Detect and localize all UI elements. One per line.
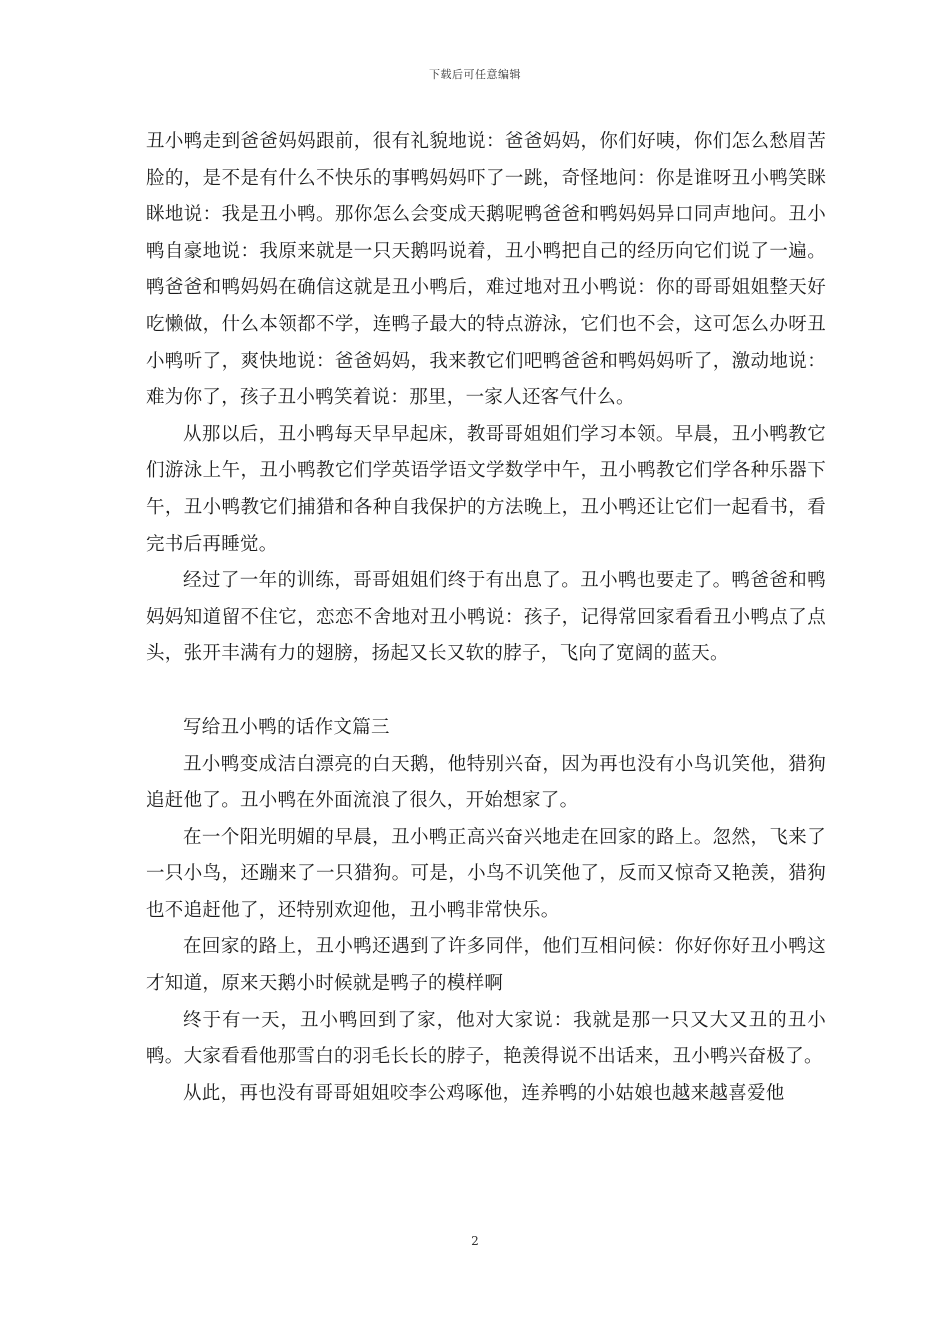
paragraph: 经过了一年的训练，哥哥姐姐们终于有出息了。丑小鸭也要走了。鸭爸爸和鸭妈妈知道留不住它，恋恋不舍地对丑小鸭说：孩子，记得常回家看看丑小鸭点了点头，张开丰满有力的翅膀，扬起又长又软的脖子，飞向了宽阔的蓝天。 — [146, 570, 826, 665]
paragraph: 丑小鸭变成洁白漂亮的白天鹅，他特别兴奋，因为再也没有小鸟讥笑他，猎狗追赶他了。丑小鸭在外面流浪了很久，开始想家了。 — [146, 753, 826, 812]
paragraph: 丑小鸭走到爸爸妈妈跟前，很有礼貌地说：爸爸妈妈，你们好咦，你们怎么愁眉苦脸的，是不是有什么不快乐的事鸭妈妈吓了一跳，奇怪地问：你是谁呀丑小鸭笑眯眯地说：我是丑小鸭。那你怎么会变成天鹅呢鸭爸爸和鸭妈妈异口同声地问。丑小鸭自豪地说：我原来就是一只天鹅吗说着，丑小鸭把自己的经历向它们说了一遍。鸭爸爸和鸭妈妈在确信这就是丑小鸭后，难过地对丑小鸭说：你的哥哥姐姐整天好吃懒做，什么本领都不学，连鸭子最大的特点游泳，它们也不会，这可怎么办呀丑小鸭听了，爽快地说：爸爸妈妈，我来教它们吧鸭爸爸和鸭妈妈听了，激动地说：难为你了，孩子丑小鸭笑着说：那里，一家人还客气什么。 — [146, 131, 826, 409]
document-body — [146, 124, 826, 1112]
paragraph: 在一个阳光明媚的早晨，丑小鸭正高兴奋兴地走在回家的路上。忽然，飞来了一只小鸟，还蹦来了一只猎狗。可是，小鸟不讥笑他了，反而又惊奇又艳羡，猎狗也不追赶他了，还特别欢迎他，丑小鸭非常快乐。 — [146, 826, 826, 921]
paragraph: 在回家的路上，丑小鸭还遇到了许多同伴，他们互相问候：你好你好丑小鸭这才知道，原来天鹅小时候就是鸭子的模样啊 — [146, 936, 826, 995]
paragraph: 从此，再也没有哥哥姐姐咬李公鸡啄他，连养鸭的小姑娘也越来越喜爱他 — [183, 1082, 785, 1104]
section-title: 写给丑小鸭的话作文篇三 — [183, 716, 390, 738]
paragraph: 从那以后，丑小鸭每天早早起床，教哥哥姐姐们学习本领。早晨，丑小鸭教它们游泳上午，丑小鸭教它们学英语学语文学数学中午，丑小鸭教它们学各种乐器下午，丑小鸭教它们捕猎和各种自我保护的方法晚上，丑小鸭还让它们一起看书，看完书后再睡觉。 — [146, 423, 826, 555]
page-header: 下载后可任意编辑 — [429, 68, 521, 81]
paragraph: 终于有一天，丑小鸭回到了家，他对大家说：我就是那一只又大又丑的丑小鸭。大家看看他那雪白的羽毛长长的脖子，艳羡得说不出话来，丑小鸭兴奋极了。 — [146, 1009, 826, 1068]
page-number: 2 — [471, 1234, 479, 1248]
